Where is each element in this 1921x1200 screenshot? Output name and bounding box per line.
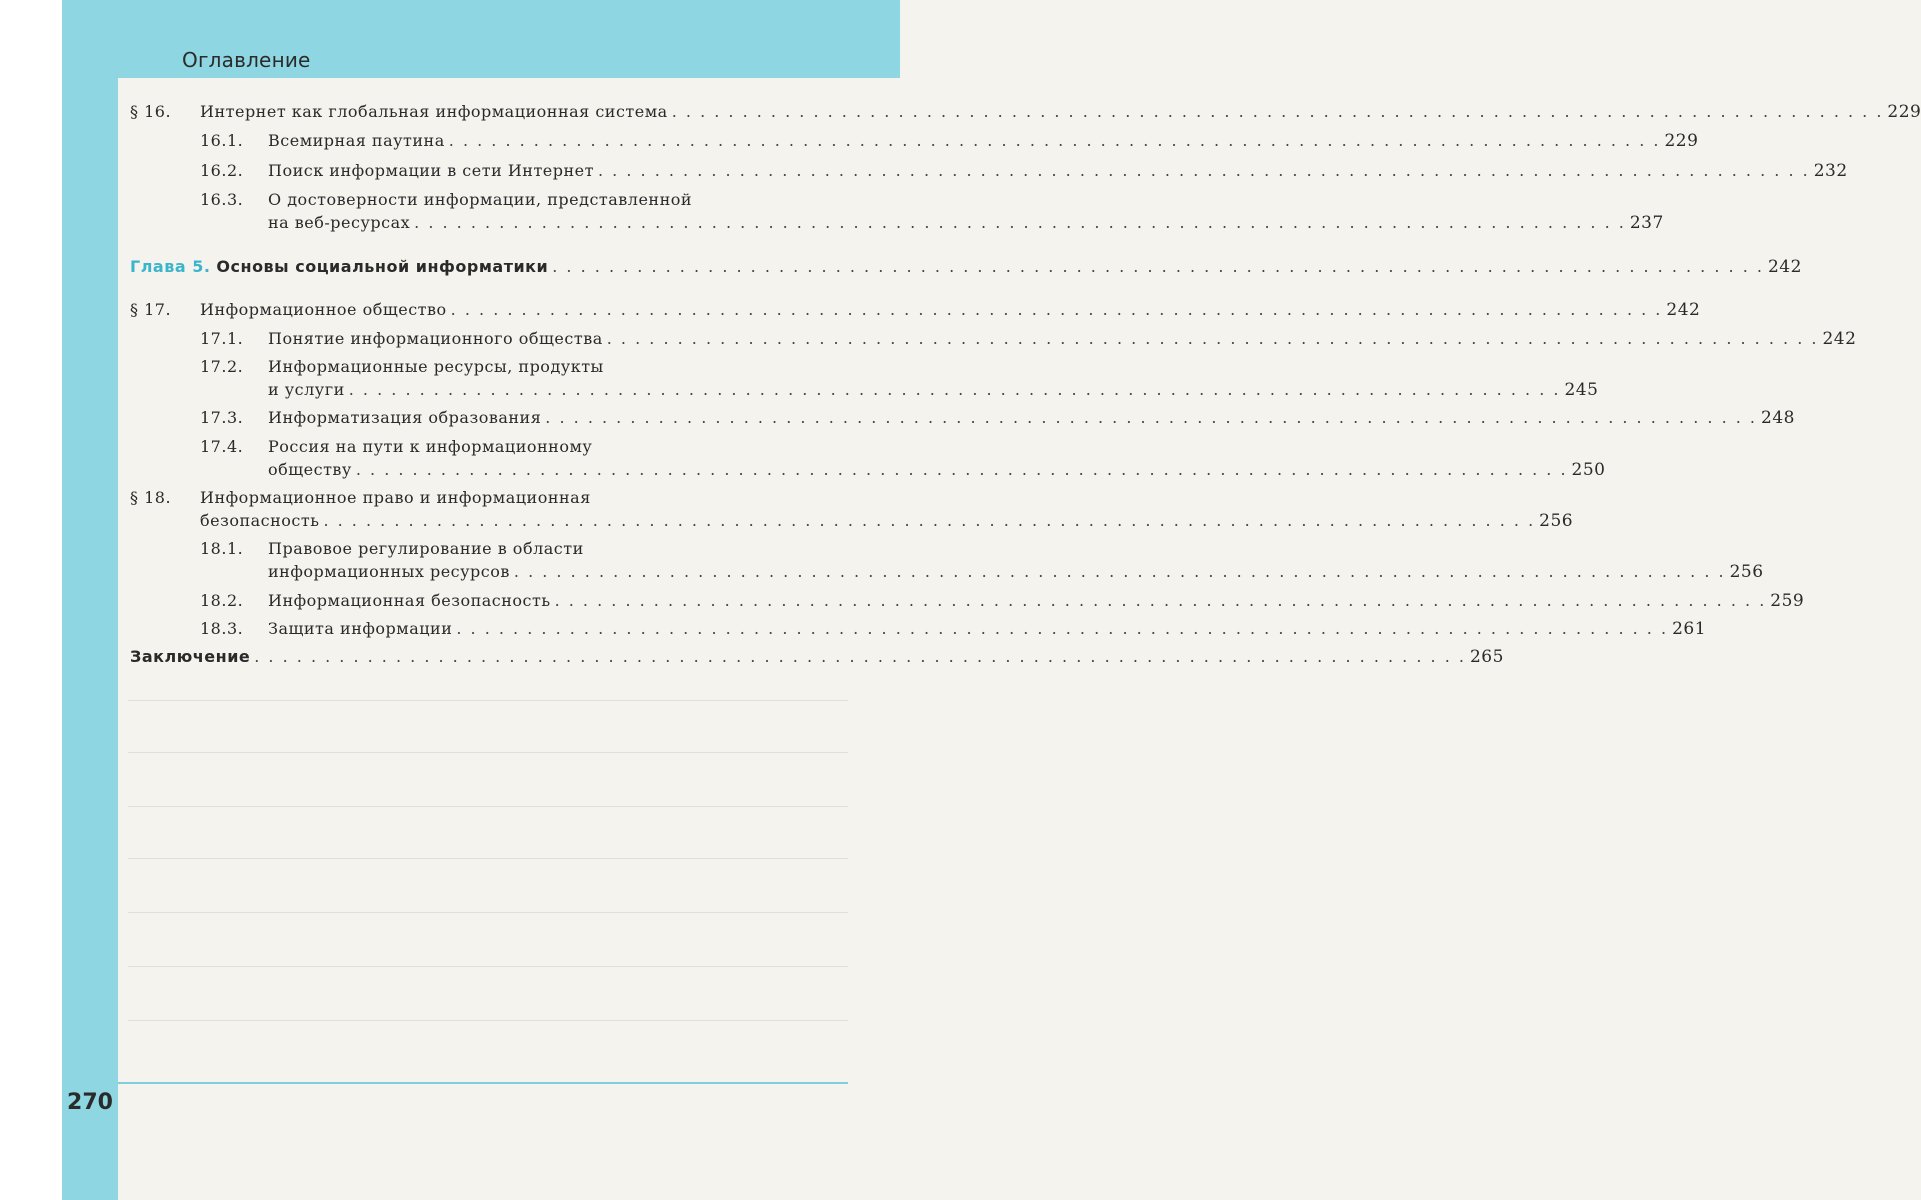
section-number: 16.2. <box>200 161 244 180</box>
section-number: 17.3. <box>200 408 244 427</box>
chapter-label: Глава 5. <box>130 257 211 276</box>
section-title-line1: Правовое регулирование в области <box>268 539 584 558</box>
section-number: § 18. <box>130 488 172 507</box>
dot-leader: . . . . . . . . . . . . . . . . . . . . . . . . . . . . . . . . . . . . . . . . . . . . . . . . . . . . . . . . . . . . . . . . . . . . . . . . . . . . . . . . . . . . . . <box>552 257 1764 276</box>
page-ref: 256 <box>1729 562 1764 582</box>
section-title-line2: на веб-ресурсах <box>268 213 411 232</box>
page-ref: 265 <box>1469 647 1504 667</box>
page-ref: 242 <box>1666 300 1701 320</box>
section-title: Информационное общество <box>200 300 447 319</box>
page-ref: 242 <box>1767 257 1802 277</box>
dot-leader: . . . . . . . . . . . . . . . . . . . . . . . . . . . . . . . . . . . . . . . . . . . . . . . . . . . . . . . . . . . . . . . . . . . . . . . . . . . . . . . . . . . . . . <box>598 161 1810 180</box>
section-number: 17.2. <box>200 357 244 376</box>
section-number: 16.3. <box>200 190 244 209</box>
section-title: Информатизация образования <box>268 408 542 427</box>
section-title-line2: и услуги <box>268 380 345 399</box>
page-ref: 242 <box>1822 329 1857 349</box>
page-ref: 229 <box>1664 131 1699 151</box>
section-number: 18.3. <box>200 619 244 638</box>
page-title: Оглавление <box>182 48 311 72</box>
section-title-line2: информационных ресурсов <box>268 562 510 581</box>
section-title: Поиск информации в сети Интернет <box>268 161 594 180</box>
section-title: Понятие информационного общества <box>268 329 603 348</box>
chapter-title: Основы социальной информатики <box>216 257 549 276</box>
dot-leader: . . . . . . . . . . . . . . . . . . . . . . . . . . . . . . . . . . . . . . . . . . . . . . . . . . . . . . . . . . . . . . . . . . . . . . . . . . . . . . . . . . . . . . <box>671 102 1884 121</box>
section-title: Защита информации <box>268 619 453 638</box>
section-number: § 16. <box>130 102 172 121</box>
dot-leader: . . . . . . . . . . . . . . . . . . . . . . . . . . . . . . . . . . . . . . . . . . . . . . . . . . . . . . . . . . . . . . . . . . . . . . . . . . . . . . . . . . . . . . <box>254 647 1466 666</box>
section-number: 18.1. <box>200 539 244 558</box>
section-number: 17.1. <box>200 329 244 348</box>
section-title-line1: О достоверности информации, представленной <box>268 190 693 209</box>
page-ref: 237 <box>1629 213 1664 233</box>
dot-leader: . . . . . . . . . . . . . . . . . . . . . . . . . . . . . . . . . . . . . . . . . . . . . . . . . . . . . . . . . . . . . . . . . . . . . . . . . . . . . . . . . . . . . . <box>450 300 1663 319</box>
page-number: 270 <box>67 1090 113 1115</box>
section-title-line1: Россия на пути к информационному <box>268 437 593 456</box>
page-ref: 261 <box>1672 619 1707 639</box>
dot-leader: . . . . . . . . . . . . . . . . . . . . . . . . . . . . . . . . . . . . . . . . . . . . . . . . . . . . . . . . . . . . . . . . . . . . . . . . . . . . . . . . . . . . . . <box>554 591 1767 610</box>
section-title: Всемирная паутина <box>268 131 445 150</box>
section-title-line2: безопасность <box>200 511 320 530</box>
page-ref: 256 <box>1539 511 1574 531</box>
page-ref: 232 <box>1813 161 1848 181</box>
dot-leader: . . . . . . . . . . . . . . . . . . . . . . . . . . . . . . . . . . . . . . . . . . . . . . . . . . . . . . . . . . . . . . . . . . . . . . . . . . . . . . . . . . . . . . <box>414 213 1626 232</box>
dot-leader: . . . . . . . . . . . . . . . . . . . . . . . . . . . . . . . . . . . . . . . . . . . . . . . . . . . . . . . . . . . . . . . . . . . . . . . . . . . . . . . . . . . . . . <box>348 380 1561 399</box>
section-number: 18.2. <box>200 591 244 610</box>
dot-leader: . . . . . . . . . . . . . . . . . . . . . . . . . . . . . . . . . . . . . . . . . . . . . . . . . . . . . . . . . . . . . . . . . . . . . . . . . . . . . . . . . . . . . . <box>448 131 1661 150</box>
section-title: Информационная безопасность <box>268 591 551 610</box>
page-ref: 245 <box>1564 380 1599 400</box>
section-number: 17.4. <box>200 437 244 456</box>
dot-leader: . . . . . . . . . . . . . . . . . . . . . . . . . . . . . . . . . . . . . . . . . . . . . . . . . . . . . . . . . . . . . . . . . . . . . . . . . . . . . . . . . . . . . . <box>456 619 1669 638</box>
dot-leader: . . . . . . . . . . . . . . . . . . . . . . . . . . . . . . . . . . . . . . . . . . . . . . . . . . . . . . . . . . . . . . . . . . . . . . . . . . . . . . . . . . . . . . <box>355 460 1568 479</box>
page-ref: 250 <box>1571 460 1606 480</box>
section-title: Интернет как глобальная информационная система <box>200 102 668 121</box>
section-title-line1: Информационное право и информационная <box>200 488 591 507</box>
dot-leader: . . . . . . . . . . . . . . . . . . . . . . . . . . . . . . . . . . . . . . . . . . . . . . . . . . . . . . . . . . . . . . . . . . . . . . . . . . . . . . . . . . . . . . <box>323 511 1536 530</box>
dot-leader: . . . . . . . . . . . . . . . . . . . . . . . . . . . . . . . . . . . . . . . . . . . . . . . . . . . . . . . . . . . . . . . . . . . . . . . . . . . . . . . . . . . . . . <box>545 408 1757 427</box>
page-ref: 229 <box>1887 102 1921 122</box>
section-title-line2: обществу <box>268 460 352 479</box>
page-ref: 259 <box>1770 591 1805 611</box>
dot-leader: . . . . . . . . . . . . . . . . . . . . . . . . . . . . . . . . . . . . . . . . . . . . . . . . . . . . . . . . . . . . . . . . . . . . . . . . . . . . . . . . . . . . . . <box>513 562 1726 581</box>
dot-leader: . . . . . . . . . . . . . . . . . . . . . . . . . . . . . . . . . . . . . . . . . . . . . . . . . . . . . . . . . . . . . . . . . . . . . . . . . . . . . . . . . . . . . . <box>606 329 1819 348</box>
section-title-line1: Информационные ресурсы, продукты <box>268 357 604 376</box>
page-ref: 248 <box>1761 408 1795 428</box>
section-number: 16.1. <box>200 131 244 150</box>
section-number: § 17. <box>130 300 172 319</box>
conclusion-title: Заключение <box>130 647 251 666</box>
